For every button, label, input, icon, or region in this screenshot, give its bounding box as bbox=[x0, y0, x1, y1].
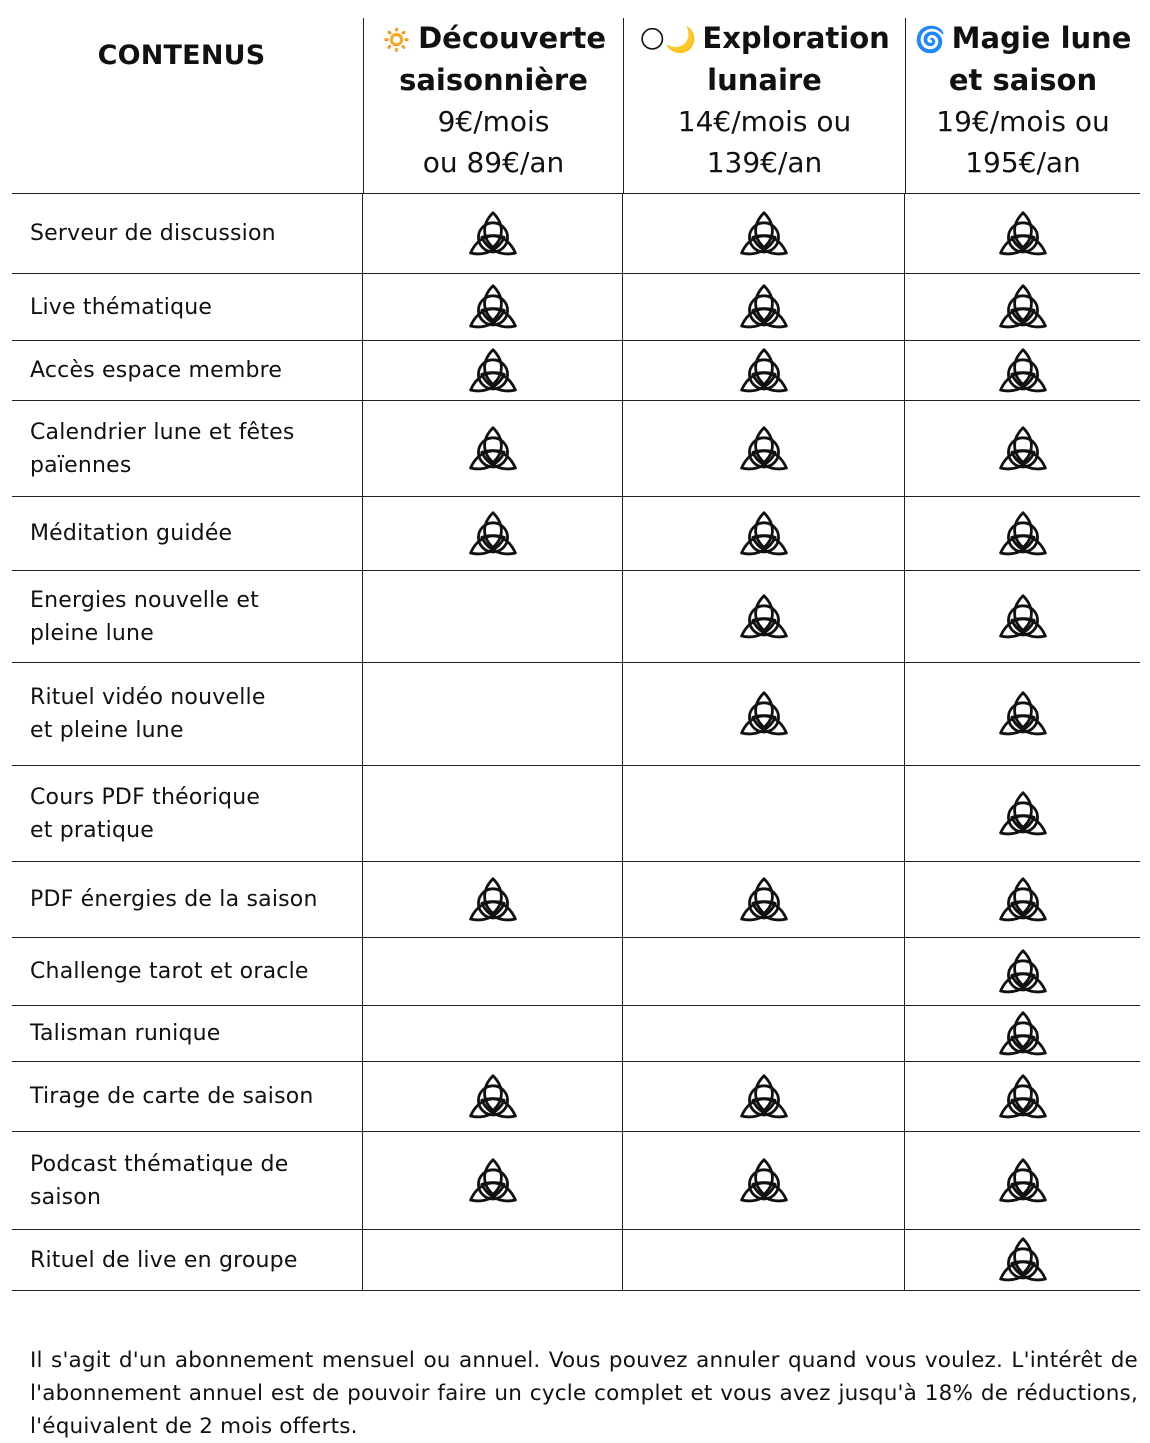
inclusion-cell bbox=[623, 1132, 905, 1230]
triquetra-icon bbox=[465, 1155, 521, 1207]
feature-name-line: Tirage de carte de saison bbox=[30, 1084, 314, 1109]
triquetra-icon bbox=[995, 1234, 1051, 1286]
inclusion-cell bbox=[623, 401, 905, 497]
feature-name bbox=[12, 497, 363, 571]
inclusion-cell bbox=[363, 1132, 623, 1230]
inclusion-cell bbox=[623, 938, 905, 1006]
plan-name-line bbox=[364, 60, 623, 101]
inclusion-cell bbox=[623, 862, 905, 938]
plan-header-1 bbox=[363, 18, 623, 194]
feature-name bbox=[12, 1062, 363, 1132]
inclusion-cell bbox=[905, 1006, 1140, 1062]
triquetra-icon bbox=[995, 1071, 1051, 1123]
feature-name-line: Energies nouvelle et bbox=[30, 587, 259, 613]
triquetra-icon bbox=[736, 345, 792, 397]
feature-name bbox=[12, 663, 363, 766]
inclusion-cell bbox=[363, 571, 623, 663]
feature-name-line: saison bbox=[30, 1184, 102, 1210]
plan-name-line bbox=[364, 18, 623, 60]
feature-name-line: Méditation guidée bbox=[30, 521, 233, 546]
feature-name bbox=[12, 274, 363, 341]
feature-name bbox=[12, 938, 363, 1006]
feature-name-line: Talisman runique bbox=[30, 1021, 221, 1046]
feature-name-line: PDF énergies de la saison bbox=[30, 887, 318, 912]
inclusion-cell bbox=[905, 663, 1140, 766]
triquetra-icon bbox=[736, 1071, 792, 1123]
inclusion-cell bbox=[905, 938, 1140, 1006]
feature-name-line: Calendrier lune et fêtes bbox=[30, 419, 295, 445]
triquetra-icon bbox=[736, 208, 792, 260]
inclusion-cell bbox=[363, 663, 623, 766]
triquetra-icon bbox=[995, 874, 1051, 926]
inclusion-cell bbox=[905, 274, 1140, 341]
inclusion-cell bbox=[363, 194, 623, 274]
feature-name-line: Rituel vidéo nouvelle bbox=[30, 685, 266, 710]
triquetra-icon bbox=[736, 874, 792, 926]
triquetra-icon bbox=[995, 1008, 1051, 1060]
plan-price-line: 19€/mois ou bbox=[936, 105, 1110, 138]
inclusion-cell bbox=[363, 1062, 623, 1132]
triquetra-icon bbox=[995, 281, 1051, 333]
feature-name bbox=[12, 194, 363, 274]
feature-name-line: Challenge tarot et oracle bbox=[30, 959, 309, 984]
contents-label: CONTENUS bbox=[97, 40, 266, 71]
triquetra-icon bbox=[736, 1155, 792, 1207]
plan-header-3 bbox=[905, 18, 1140, 194]
inclusion-cell bbox=[363, 862, 623, 938]
pricing-comparison-table bbox=[12, 18, 1140, 1291]
feature-name-line: Live thématique bbox=[30, 294, 213, 320]
feature-name-line: et pleine lune bbox=[30, 718, 184, 743]
inclusion-cell bbox=[905, 401, 1140, 497]
inclusion-cell bbox=[623, 1006, 905, 1062]
inclusion-cell bbox=[623, 1062, 905, 1132]
triquetra-icon bbox=[736, 423, 792, 475]
plan-name-text: Magie lune bbox=[951, 21, 1132, 55]
inclusion-cell bbox=[623, 341, 905, 401]
feature-name bbox=[12, 1006, 363, 1062]
plan-price-line: 14€/mois ou bbox=[677, 105, 852, 138]
feature-name-line: païennes bbox=[30, 452, 132, 478]
inclusion-cell bbox=[623, 194, 905, 274]
triquetra-icon bbox=[465, 508, 521, 560]
feature-name-line: Serveur de discussion bbox=[30, 221, 276, 246]
triquetra-icon bbox=[465, 208, 521, 260]
inclusion-cell bbox=[905, 571, 1140, 663]
triquetra-icon bbox=[465, 345, 521, 397]
feature-name bbox=[12, 571, 363, 663]
triquetra-icon bbox=[736, 508, 792, 560]
inclusion-cell bbox=[623, 1230, 905, 1291]
feature-name-line: pleine lune bbox=[30, 620, 154, 646]
plan-price-line: ou 89€/an bbox=[422, 146, 565, 179]
inclusion-cell bbox=[623, 571, 905, 663]
plan-header-2 bbox=[623, 18, 905, 194]
triquetra-icon bbox=[995, 688, 1051, 740]
inclusion-cell bbox=[623, 766, 905, 862]
feature-name bbox=[12, 341, 363, 401]
inclusion-cell bbox=[363, 497, 623, 571]
triquetra-icon bbox=[465, 1071, 521, 1123]
plan-price-line: 195€/an bbox=[965, 146, 1081, 179]
plan-price-line: 139€/an bbox=[706, 146, 823, 179]
inclusion-cell bbox=[905, 341, 1140, 401]
triquetra-icon bbox=[736, 688, 792, 740]
inclusion-cell bbox=[905, 1062, 1140, 1132]
feature-name-line: et pratique bbox=[30, 817, 155, 843]
inclusion-cell bbox=[363, 938, 623, 1006]
plan-emoji: 🌀 bbox=[914, 25, 946, 54]
feature-name bbox=[12, 1132, 363, 1230]
plan-name-text: lunaire bbox=[707, 63, 822, 97]
plan-name-text: et saison bbox=[948, 63, 1098, 97]
inclusion-cell bbox=[363, 1230, 623, 1291]
triquetra-icon bbox=[995, 423, 1051, 475]
feature-name-line: Rituel de live en groupe bbox=[30, 1247, 298, 1273]
plan-name-line bbox=[624, 18, 905, 60]
feature-name bbox=[12, 766, 363, 862]
triquetra-icon bbox=[995, 208, 1051, 260]
plan-name-text: saisonnière bbox=[399, 63, 588, 97]
triquetra-icon bbox=[465, 874, 521, 926]
inclusion-cell bbox=[363, 766, 623, 862]
plan-name-text: Exploration bbox=[702, 21, 890, 55]
triquetra-icon bbox=[995, 1155, 1051, 1207]
feature-name bbox=[12, 401, 363, 497]
inclusion-cell bbox=[363, 341, 623, 401]
triquetra-icon bbox=[995, 788, 1051, 840]
contents-header bbox=[12, 18, 363, 194]
inclusion-cell bbox=[905, 497, 1140, 571]
triquetra-icon bbox=[995, 591, 1051, 643]
triquetra-icon bbox=[995, 946, 1051, 998]
plan-emoji: 🔅 bbox=[380, 25, 413, 54]
feature-name-line: Accès espace membre bbox=[30, 358, 283, 383]
feature-name-line: Podcast thématique de bbox=[30, 1151, 289, 1177]
inclusion-cell bbox=[905, 194, 1140, 274]
inclusion-cell bbox=[363, 401, 623, 497]
triquetra-icon bbox=[736, 591, 792, 643]
inclusion-cell bbox=[905, 766, 1140, 862]
inclusion-cell bbox=[905, 1132, 1140, 1230]
triquetra-icon bbox=[465, 281, 521, 333]
inclusion-cell bbox=[363, 274, 623, 341]
inclusion-cell bbox=[623, 663, 905, 766]
inclusion-cell bbox=[905, 862, 1140, 938]
feature-name bbox=[12, 862, 363, 938]
triquetra-icon bbox=[995, 508, 1051, 560]
inclusion-cell bbox=[623, 497, 905, 571]
plan-name-line bbox=[906, 60, 1140, 101]
plan-name-text: Découverte bbox=[418, 21, 607, 55]
triquetra-icon bbox=[465, 423, 521, 475]
plan-name-line bbox=[624, 60, 905, 101]
inclusion-cell bbox=[905, 1230, 1140, 1291]
inclusion-cell bbox=[623, 274, 905, 341]
footnote: Il s'agit d'un abonnement mensuel ou annuel. Vous pouvez annuler quand vous voulez. L'intérêt de l'abonnement annuel est de pouvoir faire un cycle complet et vous avez jusqu'à 18% de réductions, l'équivalent de 2 mois offerts. bbox=[30, 1347, 1138, 1439]
feature-name-line: Cours PDF théorique bbox=[30, 784, 261, 810]
feature-name bbox=[12, 1230, 363, 1291]
plan-price-line: 9€/mois bbox=[437, 105, 550, 138]
plan-name-line bbox=[906, 18, 1140, 60]
plan-emoji: 🌕🌙 bbox=[639, 25, 697, 54]
inclusion-cell bbox=[363, 1006, 623, 1062]
triquetra-icon bbox=[736, 281, 792, 333]
triquetra-icon bbox=[995, 345, 1051, 397]
